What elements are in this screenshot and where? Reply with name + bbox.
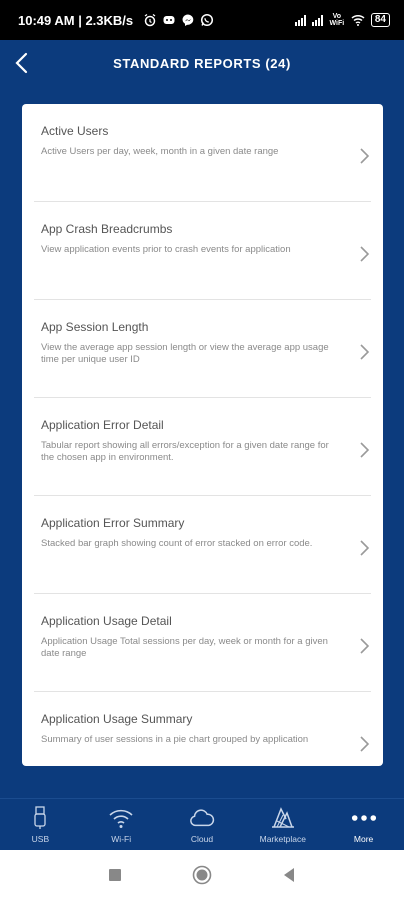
report-item-application-error-detail[interactable] <box>34 398 371 496</box>
report-description: View the average app session length or view the average app usage time per unique user ID <box>41 342 329 365</box>
chevron-right-icon <box>357 342 371 362</box>
home-button[interactable] <box>192 865 212 885</box>
chevron-left-icon <box>14 52 28 74</box>
report-item-application-usage-detail[interactable] <box>34 594 371 692</box>
more-dots-icon <box>351 806 377 830</box>
report-item-active-users[interactable] <box>34 104 371 202</box>
app-header <box>0 40 404 86</box>
report-title: Application Error Detail <box>41 418 164 432</box>
report-description: Active Users per day, week, month in a given date range <box>41 146 279 157</box>
report-title: Application Error Summary <box>41 516 185 530</box>
report-title: App Session Length <box>41 320 149 334</box>
report-title: Active Users <box>41 124 109 138</box>
alarm-icon <box>143 13 157 27</box>
chevron-right-icon <box>357 734 371 754</box>
triangle-back-icon <box>282 867 296 883</box>
nav-cloud[interactable] <box>162 799 243 850</box>
usb-icon <box>27 806 53 830</box>
nav-label: USB <box>31 833 50 844</box>
report-item-application-usage-summary[interactable] <box>34 692 371 766</box>
report-title: Application Usage Summary <box>41 712 193 726</box>
report-item-app-crash-breadcrumbs[interactable] <box>34 202 371 300</box>
report-description: Stacked bar graph showing count of error stacked on error code. <box>41 538 313 549</box>
page-title: STANDARD REPORTS (24) <box>113 55 291 71</box>
report-description: Application Usage Total sessions per day, week or month for a given date range <box>41 636 328 659</box>
signal-icon-2 <box>312 14 323 26</box>
status-bar <box>0 0 404 40</box>
battery-icon: 84 <box>371 13 390 27</box>
square-icon <box>108 868 122 882</box>
report-description: View application events prior to crash events for application <box>41 244 291 255</box>
nav-label: Wi-Fi <box>111 833 132 844</box>
nav-usb[interactable] <box>0 799 81 850</box>
recent-apps-button[interactable] <box>108 868 122 882</box>
reports-card <box>22 104 383 766</box>
report-item-app-session-length[interactable] <box>34 300 371 398</box>
nav-label: Cloud <box>190 833 214 844</box>
marketplace-icon <box>270 806 296 830</box>
report-description: Summary of user sessions in a pie chart grouped by application <box>41 734 309 745</box>
chevron-right-icon <box>357 440 371 460</box>
wifi-icon <box>108 806 134 830</box>
chevron-right-icon <box>357 538 371 558</box>
system-nav-bar <box>0 850 404 900</box>
back-system-button[interactable] <box>282 867 296 883</box>
discord-icon <box>162 13 176 27</box>
chevron-right-icon <box>357 244 371 264</box>
nav-marketplace[interactable] <box>242 799 323 850</box>
wifi-status-icon <box>351 13 365 27</box>
messenger-icon <box>181 13 195 27</box>
report-title: App Crash Breadcrumbs <box>41 222 173 236</box>
circle-home-icon <box>192 865 212 885</box>
nav-more[interactable] <box>323 799 404 850</box>
cloud-icon <box>189 806 215 830</box>
status-time: 10:49 AM | 2.3KB/s <box>18 12 134 28</box>
whatsapp-icon <box>200 13 214 27</box>
chevron-right-icon <box>357 146 371 166</box>
nav-label: More <box>353 833 374 844</box>
bottom-nav <box>0 798 404 850</box>
signal-icon <box>295 14 306 26</box>
chevron-right-icon <box>357 636 371 656</box>
vowifi-label: Vo WiFi <box>329 13 345 27</box>
report-item-application-error-summary[interactable] <box>34 496 371 594</box>
nav-wifi[interactable] <box>81 799 162 850</box>
nav-label: Marketplace <box>259 833 306 844</box>
report-description: Tabular report showing all errors/exception for a given date range for the chosen app in environment. <box>41 440 329 463</box>
report-title: Application Usage Detail <box>41 614 172 628</box>
back-button[interactable] <box>8 50 34 76</box>
